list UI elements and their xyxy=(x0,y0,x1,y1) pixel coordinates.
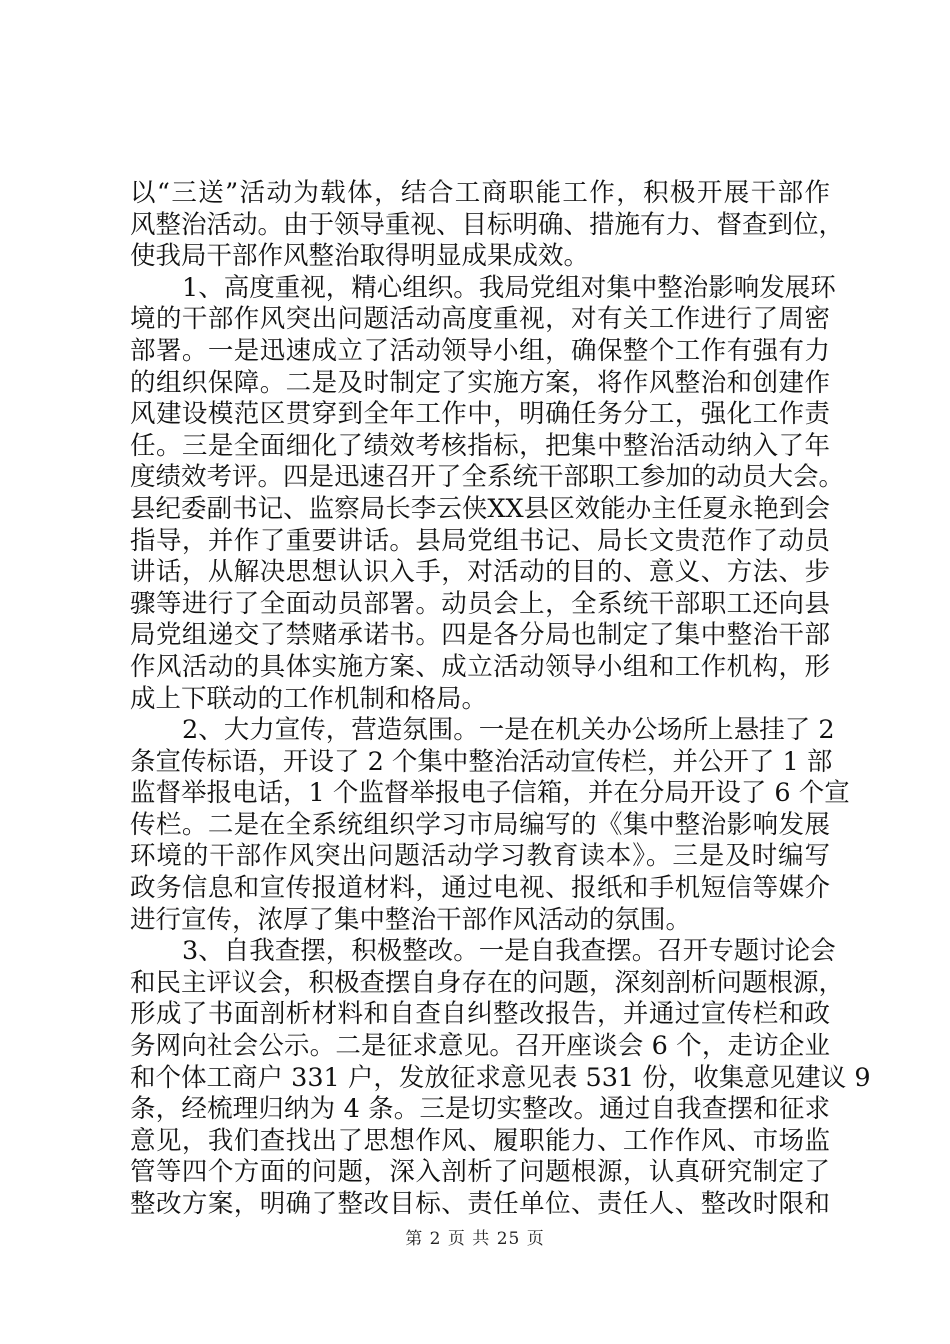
text-line: 成上下联动的工作机制和格局。 xyxy=(130,683,488,714)
text-line: 管等四个方面的问题，深入剖析了问题根源，认真研究制定了 xyxy=(130,1157,830,1188)
text-line: 境的干部作风突出问题活动高度重视，对有关工作进行了周密 xyxy=(130,304,830,335)
text-line: 政务信息和宣传报道材料，通过电视、报纸和手机短信等媒介 xyxy=(130,873,830,904)
text-line: 意见，我们查找出了思想作风、履职能力、工作作风、市场监 xyxy=(130,1125,830,1156)
text-line: 环境的干部作风突出问题活动学习教育读本》。三是及时编写 xyxy=(130,841,830,872)
document-body xyxy=(130,178,871,1221)
text-line: 监督举报电话，1 个监督举报电子信箱，并在分局开设了 6 个宣 xyxy=(130,778,850,809)
text-line: 任。三是全面细化了绩效考核指标，把集中整治活动纳入了年 xyxy=(130,430,830,461)
text-line: 指导，并作了重要讲话。县局党组书记、局长文贵范作了动员 xyxy=(130,525,830,556)
text-line: 整改方案，明确了整改目标、责任单位、责任人、整改时限和 xyxy=(130,1189,830,1219)
page-footer: 第 2 页 共 25 页 xyxy=(405,1229,545,1249)
text-line: 传栏。二是在全系统组织学习市局编写的《集中整治影响发展 xyxy=(130,809,830,840)
text-line: 风整治活动。由于领导重视、目标明确、措施有力、督查到位， xyxy=(130,209,845,240)
text-line: 度绩效考评。四是迅速召开了全系统干部职工参加的动员大会。 xyxy=(130,462,845,493)
text-line: 3、自我查摆，积极整改。一是自我查摆。召开专题讨论会 xyxy=(182,936,836,967)
text-line: 和个体工商户 331 户，发放征求意见表 531 份，收集意见建议 9 xyxy=(130,1062,871,1093)
text-line: 以“三送”活动为载体，结合工商职能工作，积极开展干部作 xyxy=(130,178,830,208)
text-line: 务网向社会公示。二是征求意见。召开座谈会 6 个，走访企业 xyxy=(130,1031,830,1062)
text-line: 和民主评议会，积极查摆自身存在的问题，深刻剖析问题根源， xyxy=(130,967,845,998)
text-line: 骤等进行了全面动员部署。动员会上，全系统干部职工还向县 xyxy=(130,588,830,619)
text-line: 部署。一是迅速成立了活动领导小组，确保整个工作有强有力 xyxy=(130,335,830,366)
text-line: 县纪委副书记、监察局长李云侠XX县区效能办主任夏永艳到会 xyxy=(130,493,830,524)
text-line: 进行宣传，浓厚了集中整治干部作风活动的氛围。 xyxy=(130,904,692,935)
text-line: 讲话，从解决思想认识入手，对活动的目的、意义、方法、步 xyxy=(130,557,830,588)
text-line: 风建设模范区贯穿到全年工作中，明确任务分工，强化工作责 xyxy=(130,399,830,430)
text-line: 局党组递交了禁赌承诺书。四是各分局也制定了集中整治干部 xyxy=(130,620,830,651)
text-line: 1、高度重视，精心组织。我局党组对集中整治影响发展环 xyxy=(182,272,836,303)
text-line: 使我局干部作风整治取得明显成果成效。 xyxy=(130,241,590,272)
text-line: 形成了书面剖析材料和自查自纠整改报告，并通过宣传栏和政 xyxy=(130,999,830,1030)
text-line: 的组织保障。二是及时制定了实施方案，将作风整治和创建作 xyxy=(130,367,830,398)
text-line: 作风活动的具体实施方案、成立活动领导小组和工作机构，形 xyxy=(130,651,830,682)
text-line: 条，经梳理归纳为 4 条。三是切实整改。通过自我查摆和征求 xyxy=(130,1094,830,1125)
text-line: 条宣传标语，开设了 2 个集中整治活动宣传栏，并公开了 1 部 xyxy=(130,746,833,777)
text-line: 2、大力宣传，营造氛围。一是在机关办公场所上悬挂了 2 xyxy=(182,715,835,746)
